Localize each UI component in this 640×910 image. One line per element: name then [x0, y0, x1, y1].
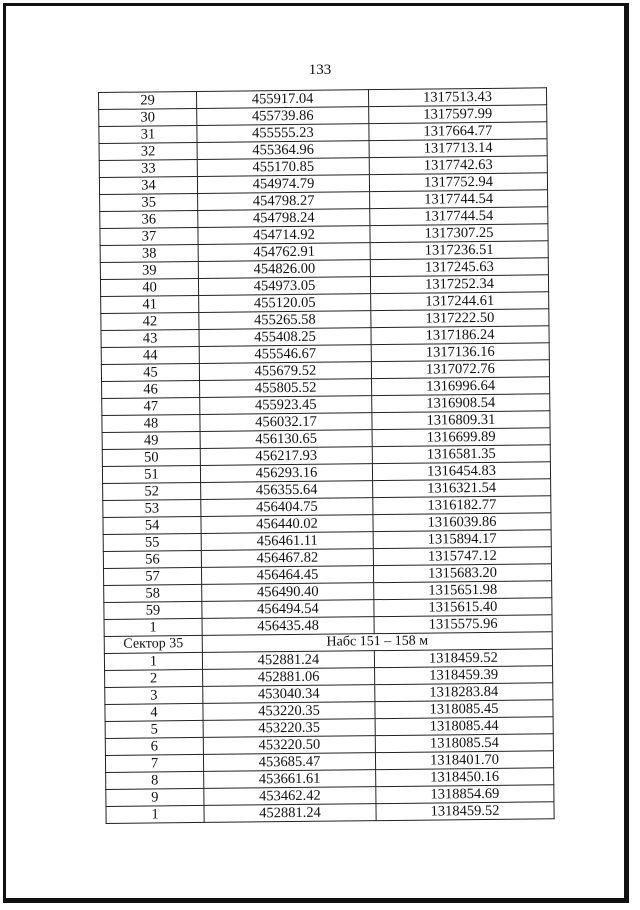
x-coordinate-cell: 456461.11 — [201, 532, 373, 551]
x-coordinate-cell: 455805.52 — [200, 379, 372, 398]
x-coordinate-cell: 453661.61 — [204, 770, 376, 789]
table-body — [99, 88, 555, 824]
y-coordinate-cell: 1317744.54 — [370, 207, 548, 226]
x-coordinate-cell: 456440.02 — [201, 515, 373, 534]
point-number-cell: 32 — [99, 142, 197, 160]
y-coordinate-cell: 1318085.45 — [375, 700, 553, 719]
x-coordinate-cell: 456355.64 — [201, 481, 373, 500]
point-number-cell: 45 — [101, 363, 199, 381]
y-coordinate-cell: 1315615.40 — [374, 598, 552, 617]
point-number-cell: 33 — [99, 159, 197, 177]
point-number-cell: 53 — [103, 499, 201, 517]
point-number-cell: 3 — [105, 686, 203, 704]
x-coordinate-cell: 456464.45 — [201, 566, 373, 585]
x-coordinate-cell: 453220.35 — [203, 702, 375, 721]
y-coordinate-cell: 1318401.70 — [375, 751, 553, 770]
point-number-cell: 39 — [100, 261, 198, 279]
x-coordinate-cell: 456404.75 — [201, 498, 373, 517]
x-coordinate-cell: 453220.35 — [203, 719, 375, 738]
x-coordinate-cell: 454798.27 — [198, 192, 370, 211]
point-number-cell: 34 — [99, 176, 197, 194]
point-number-cell: 49 — [102, 431, 200, 449]
x-coordinate-cell: 454826.00 — [198, 260, 370, 279]
sector-label: Сектор 35 — [104, 635, 202, 653]
y-coordinate-cell: 1316699.89 — [372, 428, 550, 447]
x-coordinate-cell: 456032.17 — [200, 413, 372, 432]
y-coordinate-cell: 1317236.51 — [370, 241, 548, 260]
y-coordinate-cell: 1318085.54 — [375, 734, 553, 753]
x-coordinate-cell: 454798.24 — [198, 209, 370, 228]
point-number-cell: 7 — [105, 754, 203, 772]
y-coordinate-cell: 1318085.44 — [375, 717, 553, 736]
point-number-cell: 4 — [105, 703, 203, 721]
coordinates-table — [98, 87, 554, 824]
x-coordinate-cell: 452881.24 — [202, 651, 374, 670]
x-coordinate-cell: 454762.91 — [198, 243, 370, 262]
x-coordinate-cell: 454714.92 — [198, 226, 370, 245]
x-coordinate-cell: 454974.79 — [197, 175, 369, 194]
y-coordinate-cell: 1315651.98 — [374, 581, 552, 600]
x-coordinate-cell: 455364.96 — [197, 141, 369, 160]
y-coordinate-cell: 1318450.16 — [376, 768, 554, 787]
y-coordinate-cell: 1316908.54 — [372, 394, 550, 413]
x-coordinate-cell: 456130.65 — [200, 430, 372, 449]
y-coordinate-cell: 1315575.96 — [374, 615, 552, 634]
x-coordinate-cell: 456217.93 — [200, 447, 372, 466]
x-coordinate-cell: 453462.42 — [204, 787, 376, 806]
point-number-cell: 42 — [101, 312, 199, 330]
y-coordinate-cell: 1315747.12 — [373, 547, 551, 566]
x-coordinate-cell: 455917.04 — [196, 90, 368, 109]
x-coordinate-cell: 455170.85 — [197, 158, 369, 177]
point-number-cell: 51 — [102, 465, 200, 483]
point-number-cell: 54 — [103, 516, 201, 534]
x-coordinate-cell: 453040.34 — [203, 685, 375, 704]
y-coordinate-cell: 1316809.31 — [372, 411, 550, 430]
point-number-cell: 47 — [102, 397, 200, 415]
y-coordinate-cell: 1318283.84 — [375, 683, 553, 702]
y-coordinate-cell: 1317136.16 — [371, 343, 549, 362]
point-number-cell: 35 — [100, 193, 198, 211]
y-coordinate-cell: 1318459.52 — [374, 649, 552, 668]
y-coordinate-cell: 1315894.17 — [373, 530, 551, 549]
point-number-cell: 46 — [102, 380, 200, 398]
y-coordinate-cell: 1316321.54 — [373, 479, 551, 498]
x-coordinate-cell: 454973.05 — [198, 277, 370, 296]
point-number-cell: 5 — [105, 720, 203, 738]
y-coordinate-cell: 1317072.76 — [371, 360, 549, 379]
y-coordinate-cell: 1317713.14 — [369, 139, 547, 158]
point-number-cell: 43 — [101, 329, 199, 347]
x-coordinate-cell: 455408.25 — [199, 328, 371, 347]
point-number-cell: 29 — [99, 91, 197, 109]
x-coordinate-cell: 455923.45 — [200, 396, 372, 415]
x-coordinate-cell: 452881.24 — [204, 804, 376, 823]
point-number-cell: 1 — [106, 805, 204, 823]
y-coordinate-cell: 1316454.83 — [372, 462, 550, 481]
point-number-cell: 50 — [102, 448, 200, 466]
point-number-cell: 59 — [104, 601, 202, 619]
point-number-cell: 41 — [101, 295, 199, 313]
point-number-cell: 57 — [103, 567, 201, 585]
y-coordinate-cell: 1316039.86 — [373, 513, 551, 532]
y-coordinate-cell: 1317742.63 — [369, 156, 547, 175]
y-coordinate-cell: 1317252.34 — [370, 275, 548, 294]
point-number-cell: 56 — [103, 550, 201, 568]
x-coordinate-cell: 453220.50 — [203, 736, 375, 755]
point-number-cell: 44 — [101, 346, 199, 364]
page-number: 133 — [308, 62, 332, 78]
point-number-cell: 38 — [100, 244, 198, 262]
y-coordinate-cell: 1316581.35 — [372, 445, 550, 464]
point-number-cell: 48 — [102, 414, 200, 432]
point-number-cell: 31 — [99, 125, 197, 143]
point-number-cell: 6 — [105, 737, 203, 755]
y-coordinate-cell: 1317222.50 — [371, 309, 549, 328]
y-coordinate-cell: 1317307.25 — [370, 224, 548, 243]
point-number-cell: 1 — [104, 618, 202, 636]
x-coordinate-cell: 456435.48 — [202, 617, 374, 636]
point-number-cell: 9 — [106, 788, 204, 806]
point-number-cell: 55 — [103, 533, 201, 551]
point-number-cell: 58 — [104, 584, 202, 602]
x-coordinate-cell: 455546.67 — [199, 345, 371, 364]
point-number-cell: 2 — [105, 669, 203, 687]
y-coordinate-cell: 1317752.94 — [369, 173, 547, 192]
x-coordinate-cell: 453685.47 — [203, 753, 375, 772]
y-coordinate-cell: 1315683.20 — [373, 564, 551, 583]
y-coordinate-cell: 1317186.24 — [371, 326, 549, 345]
x-coordinate-cell: 455120.05 — [199, 294, 371, 313]
x-coordinate-cell: 455739.86 — [197, 107, 369, 126]
point-number-cell: 8 — [106, 771, 204, 789]
x-coordinate-cell: 456490.40 — [202, 583, 374, 602]
depth-range-label: Набс 151 – 158 м — [202, 632, 552, 653]
point-number-cell: 52 — [103, 482, 201, 500]
y-coordinate-cell: 1316182.77 — [373, 496, 551, 515]
x-coordinate-cell: 455679.52 — [199, 362, 371, 381]
y-coordinate-cell: 1317664.77 — [369, 122, 547, 141]
y-coordinate-cell: 1317244.61 — [371, 292, 549, 311]
y-coordinate-cell: 1317513.43 — [368, 88, 546, 107]
point-number-cell: 1 — [104, 652, 202, 670]
x-coordinate-cell: 456293.16 — [200, 464, 372, 483]
point-number-cell: 37 — [100, 227, 198, 245]
x-coordinate-cell: 456494.54 — [202, 600, 374, 619]
x-coordinate-cell: 455265.58 — [199, 311, 371, 330]
y-coordinate-cell: 1316996.64 — [372, 377, 550, 396]
y-coordinate-cell: 1318854.69 — [376, 785, 554, 804]
point-number-cell: 36 — [100, 210, 198, 228]
y-coordinate-cell: 1317597.99 — [369, 105, 547, 124]
x-coordinate-cell: 456467.82 — [201, 549, 373, 568]
y-coordinate-cell: 1318459.52 — [376, 802, 554, 821]
y-coordinate-cell: 1317245.63 — [370, 258, 548, 277]
point-number-cell: 40 — [100, 278, 198, 296]
x-coordinate-cell: 452881.06 — [203, 668, 375, 687]
x-coordinate-cell: 455555.23 — [197, 124, 369, 143]
y-coordinate-cell: 1317744.54 — [370, 190, 548, 209]
y-coordinate-cell: 1318459.39 — [375, 666, 553, 685]
point-number-cell: 30 — [99, 108, 197, 126]
